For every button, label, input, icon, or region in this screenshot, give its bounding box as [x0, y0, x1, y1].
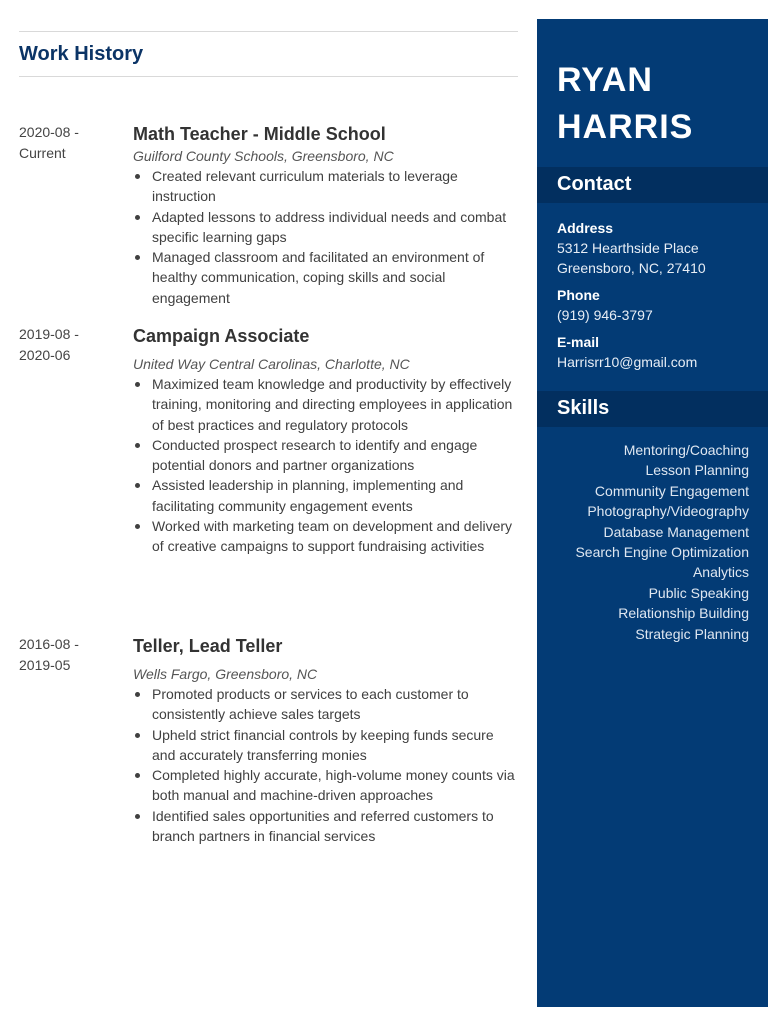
job-dates [19, 634, 119, 676]
job-bullet [133, 684, 519, 725]
address-label: Address [557, 220, 614, 236]
candidate-name [557, 57, 693, 151]
job-title: Math Teacher - Middle School [133, 124, 386, 144]
skills-heading-band [537, 391, 768, 427]
bullet-icon [135, 524, 140, 529]
phone-value: (919) 946-3797 [557, 307, 653, 323]
job-bullet-text: Worked with marketing team on development and delivery of creative campaigns to support fundraising activities [152, 518, 513, 555]
phone-label: Phone [557, 287, 600, 303]
last-name: HARRIS [557, 108, 694, 146]
job-dates [19, 122, 119, 164]
job-body [133, 634, 519, 846]
job-dates [19, 324, 119, 366]
job-bullet [133, 374, 519, 435]
job-company: Guilford County Schools, Greensboro, NC [133, 148, 394, 164]
skill-item: Lesson Planning [645, 462, 749, 479]
work-history-heading: Work History [19, 43, 144, 65]
job-bullets [133, 166, 519, 308]
job-bullet-text: Managed classroom and facilitated an environment of healthy communication, coping skills and social engagement [152, 249, 485, 306]
job-bullet-text: Created relevant curriculum materials to leverage instruction [152, 168, 458, 205]
job-company: Wells Fargo, Greensboro, NC [133, 666, 318, 682]
job-bullet [133, 806, 519, 847]
job-bullets [133, 684, 519, 846]
job-bullet [133, 475, 519, 516]
job-date-end: Current [19, 145, 66, 161]
bullet-icon [135, 692, 140, 697]
address-group [557, 218, 757, 278]
job-bullet-text: Assisted leadership in planning, implementing and facilitating community engagement events [152, 477, 464, 514]
skill-item: Community Engagement [594, 482, 749, 499]
job-title: Campaign Associate [133, 326, 310, 346]
skill-item: Mentoring/Coaching [623, 442, 749, 458]
sidebar [537, 19, 768, 1007]
skills-list [539, 440, 749, 644]
contact-heading-band [537, 167, 768, 203]
skill-item: Photography/Videography [587, 503, 749, 520]
job-bullet [133, 725, 519, 766]
address-line1: 5312 Hearthside Place [557, 240, 699, 256]
email-group [557, 332, 757, 372]
skill-item: Database Management [603, 523, 749, 540]
job-company: United Way Central Carolinas, Charlotte, NC [133, 356, 410, 372]
email-value: Harrisrr10@gmail.com [557, 354, 698, 370]
bullet-icon [135, 215, 140, 220]
job-date-end: 2020-06 [19, 347, 71, 363]
job-bullet-text: Adapted lessons to address individual needs and combat specific learning gaps [152, 208, 507, 245]
job-bullet-text: Conducted prospect research to identify and engage potential donors and partner organizations [152, 436, 478, 474]
contact-heading: Contact [557, 173, 632, 195]
job-bullets [133, 374, 519, 557]
job-bullet-text: Upheld strict financial controls by keeping funds secure and accurately transferring monies [152, 726, 494, 763]
bullet-icon [135, 733, 140, 738]
bullet-icon [135, 443, 140, 448]
job-body [133, 122, 519, 308]
job-bullet [133, 247, 519, 308]
bullet-icon [135, 382, 140, 387]
job-bullet [133, 765, 519, 806]
job-bullet-text: Promoted products or services to each customer to consistently achieve sales targets [152, 686, 469, 723]
job-bullet [133, 435, 519, 476]
bullet-icon [135, 483, 140, 488]
phone-group [557, 285, 757, 325]
job-bullet-text: Completed highly accurate, high-volume money counts via both manual and machine-driven approaches [152, 767, 515, 804]
job-date-start: 2016-08 - [19, 636, 79, 652]
job-date-start: 2020-08 - [19, 124, 79, 140]
contact-section [557, 218, 757, 379]
bullet-icon [135, 255, 140, 260]
address-line2: Greensboro, NC, 27410 [557, 260, 706, 276]
job-date-end: 2019-05 [19, 657, 71, 673]
job-bullet [133, 207, 519, 248]
skills-heading: Skills [557, 397, 610, 419]
job-bullet-text: Identified sales opportunities and referred customers to branch partners in financial services [152, 807, 494, 845]
job-title: Teller, Lead Teller [133, 636, 283, 656]
job-bullet [133, 516, 519, 557]
first-name: RYAN [557, 61, 653, 99]
skill-item: Relationship Building [618, 605, 749, 622]
job-body [133, 324, 519, 557]
job-bullet-text: Maximized team knowledge and productivity by effectively training, monitoring and directing employees in application of best practices and regulatory protocols [152, 376, 513, 433]
skill-item: Public Speaking [648, 584, 749, 601]
job-bullet [133, 166, 519, 207]
skill-item: Search Engine Optimization [575, 544, 749, 561]
skill-item: Strategic Planning [635, 625, 749, 642]
bullet-icon [135, 773, 140, 778]
work-history-header [19, 31, 518, 77]
job-date-start: 2019-08 - [19, 326, 79, 342]
bullet-icon [135, 814, 140, 819]
email-label: E-mail [557, 334, 600, 350]
skill-item: Analytics [692, 564, 749, 581]
bullet-icon [135, 174, 140, 179]
heading-divider [19, 76, 518, 77]
